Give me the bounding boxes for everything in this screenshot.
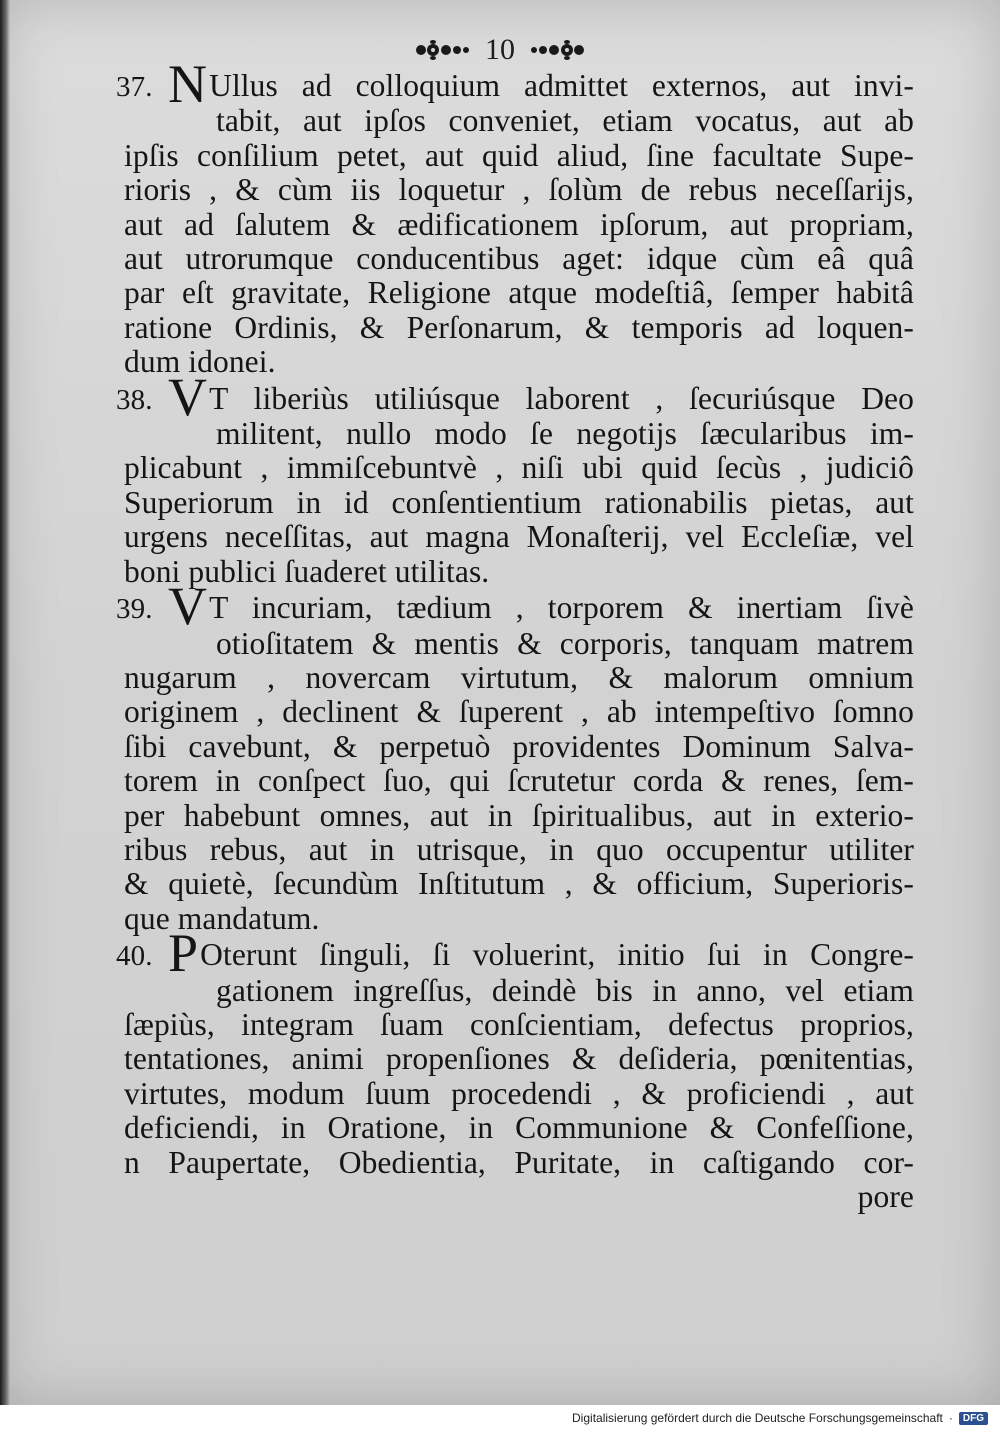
page-header xyxy=(0,28,1000,72)
text-line: 40. POterunt ſinguli, ſi voluerint, initio ſui in Congre- xyxy=(116,923,914,984)
text-line: Superiorum in id conſentientium rationabilis pietas, aut xyxy=(124,484,914,520)
text-line: tabit, aut ipſos conveniet, etiam vocatus, aut ab xyxy=(216,103,914,139)
text-line: par eſt gravitate, Religione atque modeſtiâ, ſemper habitâ xyxy=(124,275,914,311)
text-line: originem , declinent & ſuperent , ab intempeſtivo ſomno xyxy=(124,694,914,730)
paragraph-number: 39. xyxy=(116,593,153,626)
text-line: aut utrorumque conducentibus aget: idque cùm eâ quâ xyxy=(124,241,914,277)
initial-letter: V xyxy=(168,366,208,427)
footer-separator: · xyxy=(948,1411,953,1425)
text-line: rioris , & cùm iis loquetur , ſolùm de rebus neceſſarijs, xyxy=(124,172,914,208)
paragraph-37 xyxy=(116,54,914,380)
text-line: ribus rebus, aut in utrisque, in quo occupentur utiliter xyxy=(124,831,914,867)
text-line: 37. NUllus ad colloquium admittet externos, aut invi- xyxy=(116,54,914,114)
page-edge-shadow xyxy=(0,0,10,1405)
text-line: per habebunt omnes, aut in ſpiritualibus, aut in exterio- xyxy=(124,797,914,833)
text-line: torem in conſpect ſuo, qui ſcrutetur corda & renes, ſem- xyxy=(124,763,914,799)
paragraph-39 xyxy=(116,576,914,936)
text-line: otioſitatem & mentis & corporis, tanquam matrem xyxy=(216,625,914,661)
right-ornament-icon xyxy=(529,37,587,63)
text-line: gationem ingreſſus, deindè bis in anno, vel etiam xyxy=(216,972,914,1008)
text-line: 39. VT incuriam, tædium , torporem & inertiam ſivè xyxy=(116,576,914,637)
initial-letter: P xyxy=(168,923,199,984)
paragraph-number: 37. xyxy=(116,71,153,103)
text-line: tentationes, animi propenſiones & deſideria, pœnitentias, xyxy=(124,1041,914,1077)
text-line: 38. VT liberiùs utiliúsque laborent , ſecuriúsque Deo xyxy=(116,366,914,427)
catchword: pore xyxy=(857,1179,914,1214)
text-line: n Paupertate, Obedientia, Puritate, in caſtigando cor- xyxy=(124,1144,914,1180)
text-line: virtutes, modum ſuum procedendi , & proficiendi , aut xyxy=(124,1075,914,1111)
text-line: deficiendi, in Oratione, in Communione & Confeſſione, xyxy=(124,1110,914,1146)
text-line: boni publici ſuaderet utilitas. xyxy=(124,553,490,589)
text-line: & quietè, ſecundùm Inſtitutum , & officium, Superioris- xyxy=(124,866,914,902)
text-line: aut ad ſalutem & ædificationem ipſorum, aut propriam, xyxy=(124,206,914,242)
text-line: que mandatum. xyxy=(124,900,320,936)
body-text xyxy=(116,54,914,1214)
paragraph-38 xyxy=(116,366,914,589)
initial-letter: V xyxy=(168,576,208,637)
footer-credit: Digitalisierung gefördert durch die Deutsche Forschungsgemeinschaft xyxy=(572,1411,943,1425)
initial-letter: N xyxy=(168,54,208,114)
text-line: nugarum , novercam virtutum, & malorum omnium xyxy=(124,659,914,695)
left-ornament-icon xyxy=(413,37,471,63)
text-line: ſibi cavebunt, & perpetuò providentes Dominum Salva- xyxy=(124,728,914,764)
page-number: 10 xyxy=(485,33,515,66)
text-line: ſæpiùs, integram ſuam conſcientiam, defectus proprios, xyxy=(124,1006,914,1042)
text-line: ratione Ordinis, & Perſonarum, & temporis ad loquen- xyxy=(124,309,914,345)
text-line: dum idonei. xyxy=(124,344,276,380)
dfg-logo-icon[interactable]: DFG xyxy=(959,1412,988,1425)
text-line: urgens neceſſitas, aut magna Monaſterij, vel Eccleſiæ, vel xyxy=(124,519,914,555)
text-line: ipſis conſilium petet, aut quid aliud, ſine facultate Supe- xyxy=(124,137,914,173)
digitization-footer xyxy=(0,1405,1000,1431)
paragraph-number: 38. xyxy=(116,383,153,416)
paragraph-40 xyxy=(116,923,914,1214)
text-line: militent, nullo modo ſe negotijs ſæcularibus im- xyxy=(216,416,914,452)
text-line: plicabunt , immiſcebuntvè , niſi ubi quid ſecùs , judiciô xyxy=(124,450,914,486)
paragraph-number: 40. xyxy=(116,940,153,973)
